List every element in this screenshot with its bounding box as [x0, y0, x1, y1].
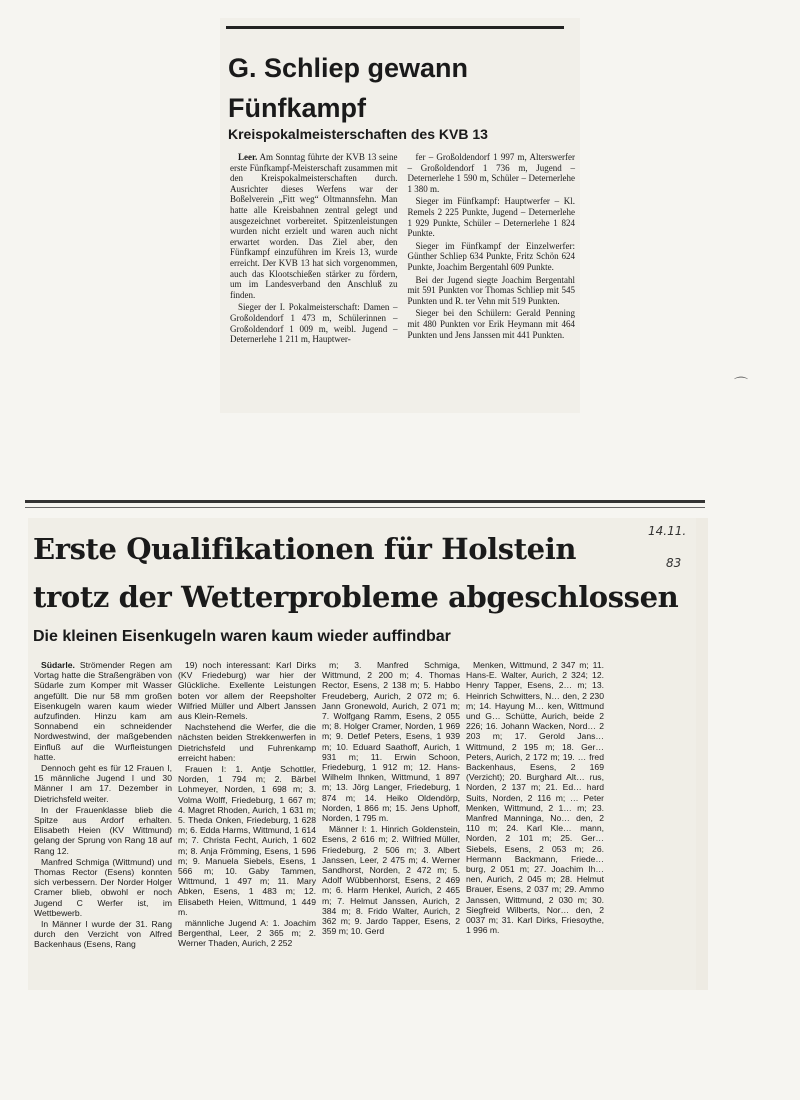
dateline: Leer.: [238, 152, 258, 162]
handwritten-date: 14.11.: [648, 524, 687, 538]
article2-column-2: [178, 660, 316, 951]
article1-paragraph: Bei der Jugend siegte Joachim Bergentahl mit 591 Punkten vor Thomas Schliep mit 545 Punkten und R. ter Vehn mit 519 Punkten.: [407, 274, 575, 306]
page-edge-mark: ⌒: [734, 378, 748, 393]
article2-paragraph: Manfred Schmiga (Wittmund) und Thomas Rector (Esens) konnten sich verbessern. Der Norder Holger Cramer blieb, obwohl er noch Jugend C Werfer ist, im Wettbewerb.: [34, 856, 172, 918]
article2-paragraph: In der Frauenklasse blieb die Spitze aus Ardorf erhalten. Elisabeth Heien (KV Wittmund) gelang der Sprung von Rang 18 auf Rang 12.: [34, 804, 172, 856]
handwritten-year: 83: [666, 556, 682, 570]
article2-paragraph: Menken, Wittmund, 2 347 m; 11. Hans-E. Walter, Aurich, 2 324; 12. Henry Tapper, Esens, 2… m; 13. Heinrich Schwitters, N… den, 2 230 m; 14. Hayung M… ken, Wittmund und G… Schütte, Aurich, beide 2 226; 16. Johann Wacken, Nord… 2 203 m; 17. Gerold Jans… Wittmund, 2 195 m; 18. Ger… Peters, Aurich, 2 172 m; 19. … fred Backenhaus, Esens, 2 169 (Verzicht); 20. Burghard Alt… rus, Norden, 2 137 m; 21. Ed… hard Suits, Norden, 2 116 m; … Peter Menken, Wittmund, 2 1… m; 23. Manfred Manninga, No… den, 2 110 m; 24. Karl Kle… mann, Norden, 2 101 m; 25. Ger… Siebels, Esens, 2 053 m; 26. Hermann Backmann, Friede… burg, 2 051 m; 27. Joachim Ih… nen, Aurich, 2 045 m; 28. Helmut Brauer, Esens, 2 037 m; 29. Ammo Janssen, Wittmund, 2 030 m; 30. Siegfreid Wilberts, Nor… den, 2 0037 m; 31. Karl Dirks, Friesoythe, 1 996 m.: [466, 660, 604, 936]
article1-column-2: [408, 152, 576, 347]
article1-paragraph: Sieger der I. Pokalmeisterschaft: Damen – Großoldendorf 1 473 m, Schülerinnen – Großoldendorf 1 009 m, weibl. Jugend – Deternerlehe 1 211 m, Hauptwer-: [230, 302, 398, 345]
article2-subheadline: Die kleinen Eisenkugeln waren kaum wieder auffindbar: [33, 628, 451, 645]
article2-paragraph: m; 3. Manfred Schmiga, Wittmund, 2 200 m; 4. Thomas Rector, Esens, 2 138 m; 5. Habbo Freudeberg, Aurich, 2 072 m; 6. Jann Gronewold, Aurich, 2 071 m; 7. Wolfgang Ramm, Esens, 2 055 m; 8. Holger Cramer, Norden, 1 969 m; 9. Detlef Peters, Esens, 1 939 m; 10. Eduard Saathoff, Aurich, 1 931 m; 11. Erwin Schoon, Friedeburg, 1 912 m; 12. Hans-Wilhelm Ihnken, Wittmund, 1 897 m; 13. Jörg Langer, Friedeburg, 1 874 m; 14. Heiko Oldendörp, Norden, 1 866 m; 15. Jens Uphoff, Norden, 1 795 m.: [322, 660, 460, 824]
article2-paragraph: Dennoch geht es für 12 Frauen I, 15 männliche Jugend I und 30 Männer I am 17. Dezember in Dietrichsfeld weiter.: [34, 763, 172, 804]
article2-column-3: [322, 660, 460, 951]
cropped-edge: [696, 518, 708, 990]
article2-paragraph: Frauen I: 1. Antje Schottler, Norden, 1 794 m; 2. Bärbel Lohmeyer, Norden, 1 698 m; 3. Volma Wolff, Friedeburg, 1 667 m; 4. Magret Rhoden, Aurich, 1 631 m; 5. Theda Onken, Friedeburg, 1 628 m; 6. Edda Harms, Wittmund, 1 614 m; 7. Christa Fecht, Aurich, 1 602 m; 8. Anja Frömming, Esens, 1 596 m; 9. Manuela Siebels, Esens, 1 566 m; 10. Gaby Tammen, Wittmund, 1 497 m; 11. Mary Abken, Esens, 1 483 m; 12. Elisabeth Heien, Wittmund, 1 449 m.: [178, 764, 316, 917]
separator-rule-thin: [25, 507, 705, 508]
article2-paragraph: Nachstehend die Werfer, die die nächsten beiden Strekkenwerfen in Dietrichsfeld und Fuhrenkamp erreicht haben:: [178, 722, 316, 763]
article2-paragraph: Männer I: 1. Hinrich Goldenstein, Esens, 2 616 m; 2. Wilfried Müller, Friedeburg, 2 506 m; 3. Albert Janssen, Leer, 2 475 m; 4. Werner Sandhorst, Norden, 2 472 m; 5. Adolf Wübbenhorst, Esens, 2 469 m; 6. Harm Henkel, Aurich, 2 465 m; 7. Helmut Janssen, Aurich, 2 384 m; 8. Frido Walter, Aurich, 2 362 m; 9. Jardo Tapper, Esens, 2 359 m; 10. Gerd: [322, 824, 460, 937]
dateline: Südarle.: [41, 660, 75, 670]
article2-column-1: [34, 660, 172, 951]
article2-headline-line2: trotz der Wetterprobleme abgeschlossen: [33, 580, 679, 614]
article1-paragraph: Sieger im Fünfkampf der Einzelwerfer: Günther Schliep 634 Punkte, Fritz Schön 624 Punkte, Joachim Bergentahl 609 Punkte.: [407, 240, 575, 272]
article2-paragraph: männliche Jugend A: 1. Joachim Bergenthal, Leer, 2 365 m; 2. Werner Thaden, Aurich, 2 252: [178, 918, 316, 949]
article1-subheadline: Kreispokalmeisterschaften des KVB 13: [228, 126, 488, 142]
top-rule: [226, 26, 564, 29]
article2-headline-line1: Erste Qualifikationen für Holstein: [33, 532, 577, 566]
article1-paragraph: Sieger bei den Schülern: Gerald Penning mit 480 Punkten vor Erik Heymann mit 464 Punkten und Jens Janssen mit 441 Punkten.: [407, 308, 575, 340]
article-kvb13-clipping: [220, 18, 580, 413]
article1-column-1: [230, 152, 398, 347]
article2-paragraph: Südarle. Strömender Regen am Vortag hatte die Straßengräben von Südarle zum Komper mit Wasser angefüllt. Die nur 58 mm großen Eisenkugeln waren kaum wieder aufzufinden. Hinzu kam am Sonnabend ein schneidender Nordwestwind, der maßgebenden Einfluß auf die Wurfleistungen hatte.: [34, 660, 172, 762]
article-holstein-clipping: [28, 518, 708, 990]
article2-paragraph: 19) noch interessant: Karl Dirks (KV Friedeburg) war hier der Glückliche. Exellente Leistungen boten vor allem der Reepsholter Wilfried Müller und Albert Janssen aus Klein-Remels.: [178, 660, 316, 722]
article1-paragraph: Leer. Am Sonntag führte der KVB 13 seine erste Fünfkampf-Meisterschaft zusammen mit den Kreispokalmeisterschaften durch. Ausrichter dieses Werfens war der Boßelverein „Fitt weg“ Oltmannsfehn. Man hatte alle Kreisbahnen zentral gelegt und ausgezeichnet vorbereitet. Spitzenleistungen wurden nicht erzielt und waren auch nicht erwartet worden. Das Ziel aber, den Fünfkampf einzuführen im Kreis 13, wurde erreicht. Der KVB 13 hat sich vorgenommen, auch das Klootschießen stärker zu fördern, um im Landesverband den Anschluß zu finden.: [230, 152, 398, 300]
article1-headline: G. Schliep gewann Fünfkampf: [228, 53, 469, 123]
article2-body: [34, 660, 708, 951]
article1-paragraph: fer – Großoldendorf 1 997 m, Alterswerfer – Großoldendorf 1 736 m, Jugend – Deternerlehe 1 590 m, Schüler – Deternerlehe 1 380 m.: [407, 152, 575, 194]
article2-column-4: [466, 660, 604, 951]
article2-paragraph: In Männer I wurde der 31. Rang durch den Verzicht von Alfred Backenhaus (Esens, Rang: [34, 919, 172, 950]
separator-rule-thick: [25, 500, 705, 503]
article1-paragraph: Sieger im Fünfkampf: Hauptwerfer – Kl. Remels 2 225 Punkte, Jugend – Deternerlehe 1 929 Punkte, Schüler – Deternerlehe 1 824 Punkte.: [407, 196, 575, 239]
article1-body: [230, 152, 575, 347]
